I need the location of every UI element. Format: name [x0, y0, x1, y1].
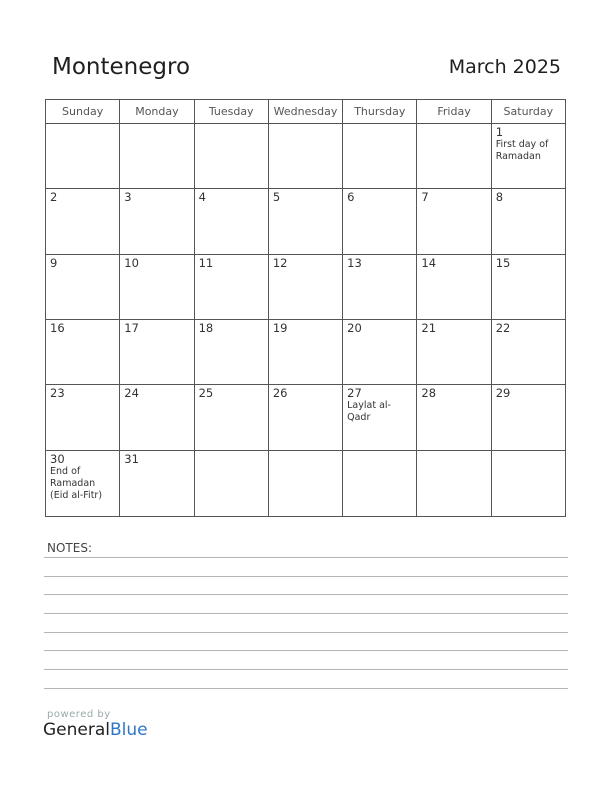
- day-number: 13: [347, 255, 362, 270]
- day-number: 15: [495, 255, 511, 270]
- day-cell: [194, 254, 268, 319]
- day-number: 20: [347, 320, 362, 335]
- powered-by-text: powered by: [47, 709, 111, 720]
- week-row: [46, 450, 566, 516]
- day-cell: [417, 319, 491, 384]
- day-number: 11: [198, 255, 214, 270]
- week-row: [46, 124, 566, 189]
- notes-line: [44, 576, 568, 577]
- day-cell: [46, 124, 120, 189]
- notes-line: [44, 613, 568, 614]
- day-cell: [268, 189, 342, 254]
- weekday-thursday: Thursday: [343, 100, 417, 124]
- week-row: [46, 254, 566, 319]
- day-number: 2: [50, 190, 58, 205]
- day-cell: [491, 319, 565, 384]
- weekday-wednesday: Wednesday: [268, 100, 342, 124]
- notes-line: [44, 594, 568, 595]
- day-cell: [46, 254, 120, 319]
- holiday-label: End of Ramadan (Eid al-Fitr): [50, 465, 103, 501]
- holiday-label: Laylat al-Qadr: [347, 400, 391, 424]
- month-year-title: March 2025: [448, 56, 561, 78]
- day-cell: [268, 254, 342, 319]
- day-cell: [343, 385, 417, 450]
- notes-label: NOTES:: [47, 541, 92, 555]
- day-cell: [120, 189, 194, 254]
- day-cell: [343, 189, 417, 254]
- day-number: 17: [124, 320, 139, 335]
- notes-line: [44, 688, 568, 689]
- day-number: 23: [50, 386, 65, 401]
- weekday-monday: Monday: [120, 100, 194, 124]
- day-cell: [194, 189, 268, 254]
- notes-line: [44, 557, 568, 558]
- day-number: 10: [124, 255, 139, 270]
- day-number: 1: [495, 125, 504, 139]
- day-number: 19: [272, 320, 288, 335]
- day-cell: [417, 450, 491, 516]
- day-number: 22: [495, 320, 511, 335]
- notes-line: [44, 650, 568, 651]
- notes-line: [44, 669, 568, 670]
- day-number: 29: [495, 386, 511, 401]
- day-number: 12: [272, 255, 288, 270]
- day-cell: [417, 254, 491, 319]
- day-cell: [268, 319, 342, 384]
- day-cell: [417, 124, 491, 189]
- day-number: 28: [421, 386, 437, 401]
- day-cell: [120, 254, 194, 319]
- weekday-header-row: [46, 100, 566, 124]
- holiday-label: First day of Ramadan: [495, 139, 549, 162]
- day-cell: [491, 189, 565, 254]
- brand-general-text: General: [43, 720, 110, 740]
- day-cell: [194, 124, 268, 189]
- day-number: 8: [495, 190, 504, 205]
- day-cell: [491, 124, 565, 189]
- weekday-tuesday: Tuesday: [194, 100, 268, 124]
- day-cell: [491, 450, 565, 516]
- day-cell: [194, 450, 268, 516]
- day-cell: [343, 319, 417, 384]
- day-number: 9: [50, 255, 58, 270]
- day-cell: [120, 385, 194, 450]
- day-cell: [194, 319, 268, 384]
- day-number: 5: [272, 190, 281, 205]
- day-cell: [343, 450, 417, 516]
- brand-logo[interactable]: [43, 720, 148, 740]
- day-number: 30: [50, 451, 65, 466]
- country-title: Montenegro: [52, 54, 191, 80]
- day-cell: [120, 319, 194, 384]
- day-cell: [268, 450, 342, 516]
- day-cell: [46, 450, 120, 516]
- week-row: [46, 319, 566, 384]
- day-number: 31: [124, 451, 139, 466]
- weekday-friday: Friday: [417, 100, 491, 124]
- day-number: 26: [272, 386, 288, 401]
- weekday-saturday: Saturday: [491, 100, 565, 124]
- day-cell: [120, 450, 194, 516]
- day-number: 16: [50, 320, 65, 335]
- day-cell: [491, 385, 565, 450]
- day-cell: [417, 385, 491, 450]
- day-number: 7: [421, 190, 429, 205]
- week-row: [46, 189, 566, 254]
- brand-blue-text: Blue: [110, 720, 148, 740]
- notes-line: [44, 632, 568, 633]
- day-cell: [194, 385, 268, 450]
- day-cell: [343, 124, 417, 189]
- day-number: 21: [421, 320, 437, 335]
- weekday-sunday: Sunday: [46, 100, 120, 124]
- calendar-grid: [45, 99, 566, 517]
- day-cell: [343, 254, 417, 319]
- day-cell: [46, 189, 120, 254]
- day-cell: [491, 254, 565, 319]
- day-number: 24: [124, 386, 139, 401]
- day-cell: [46, 319, 120, 384]
- day-number: 4: [198, 190, 206, 205]
- day-number: 25: [198, 386, 214, 401]
- week-row: [46, 385, 566, 450]
- day-number: 27: [347, 386, 362, 401]
- day-cell: [417, 189, 491, 254]
- day-number: 6: [347, 190, 355, 205]
- day-number: 18: [198, 320, 214, 335]
- day-number: 3: [124, 190, 132, 205]
- day-cell: [268, 124, 342, 189]
- day-cell: [268, 385, 342, 450]
- day-cell: [120, 124, 194, 189]
- day-number: 14: [421, 255, 437, 270]
- day-cell: [46, 385, 120, 450]
